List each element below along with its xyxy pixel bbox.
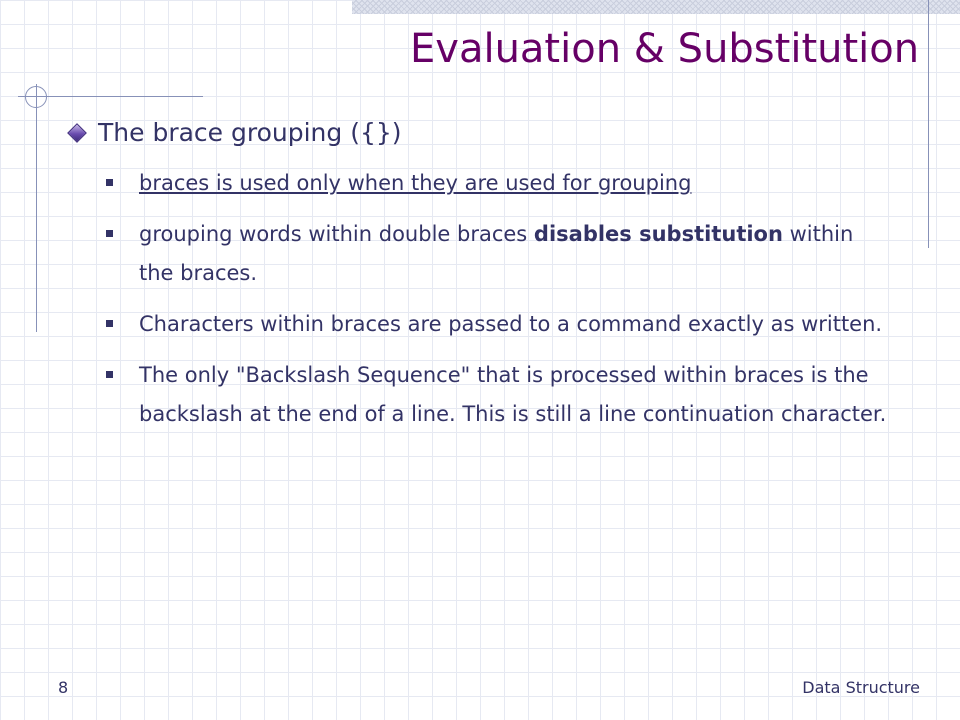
slide-title: Evaluation & Substitution (410, 26, 920, 72)
square-bullet-icon (106, 179, 113, 186)
bullet-item (104, 215, 894, 293)
footer-course-title: Data Structure (802, 678, 920, 697)
level1-bullet-text: The brace grouping ({}) (98, 118, 402, 147)
deco-vertical-line-right (928, 0, 929, 248)
square-bullet-icon (106, 371, 113, 378)
bullet-text: The only "Backslash Sequence" that is processed within braces is the backslash at the end of a line. This is still a line continuation character. (139, 363, 887, 426)
bullet-text-underlined: braces is used only when they are used for grouping (139, 171, 692, 195)
bullet-text (139, 215, 894, 293)
bullet-text-part: grouping words within double braces (139, 222, 534, 246)
bullet-item (104, 356, 894, 434)
bullet-list (104, 164, 894, 446)
bullet-text-bold: disables substitution (533, 222, 783, 246)
bullet-item (104, 305, 894, 344)
bullet-text: Characters within braces are passed to a command exactly as written. (139, 312, 883, 336)
header-pattern-band (352, 0, 960, 14)
bullet-text-part: within the braces. (139, 222, 854, 285)
slide-number: 8 (58, 678, 69, 697)
square-bullet-icon (106, 230, 113, 237)
bullet-item (104, 164, 894, 203)
square-bullet-icon (106, 320, 113, 327)
diamond-bullet-icon (67, 123, 87, 143)
deco-circle (25, 86, 47, 108)
level1-bullet (60, 118, 402, 147)
deco-vertical-line-left (36, 84, 37, 332)
